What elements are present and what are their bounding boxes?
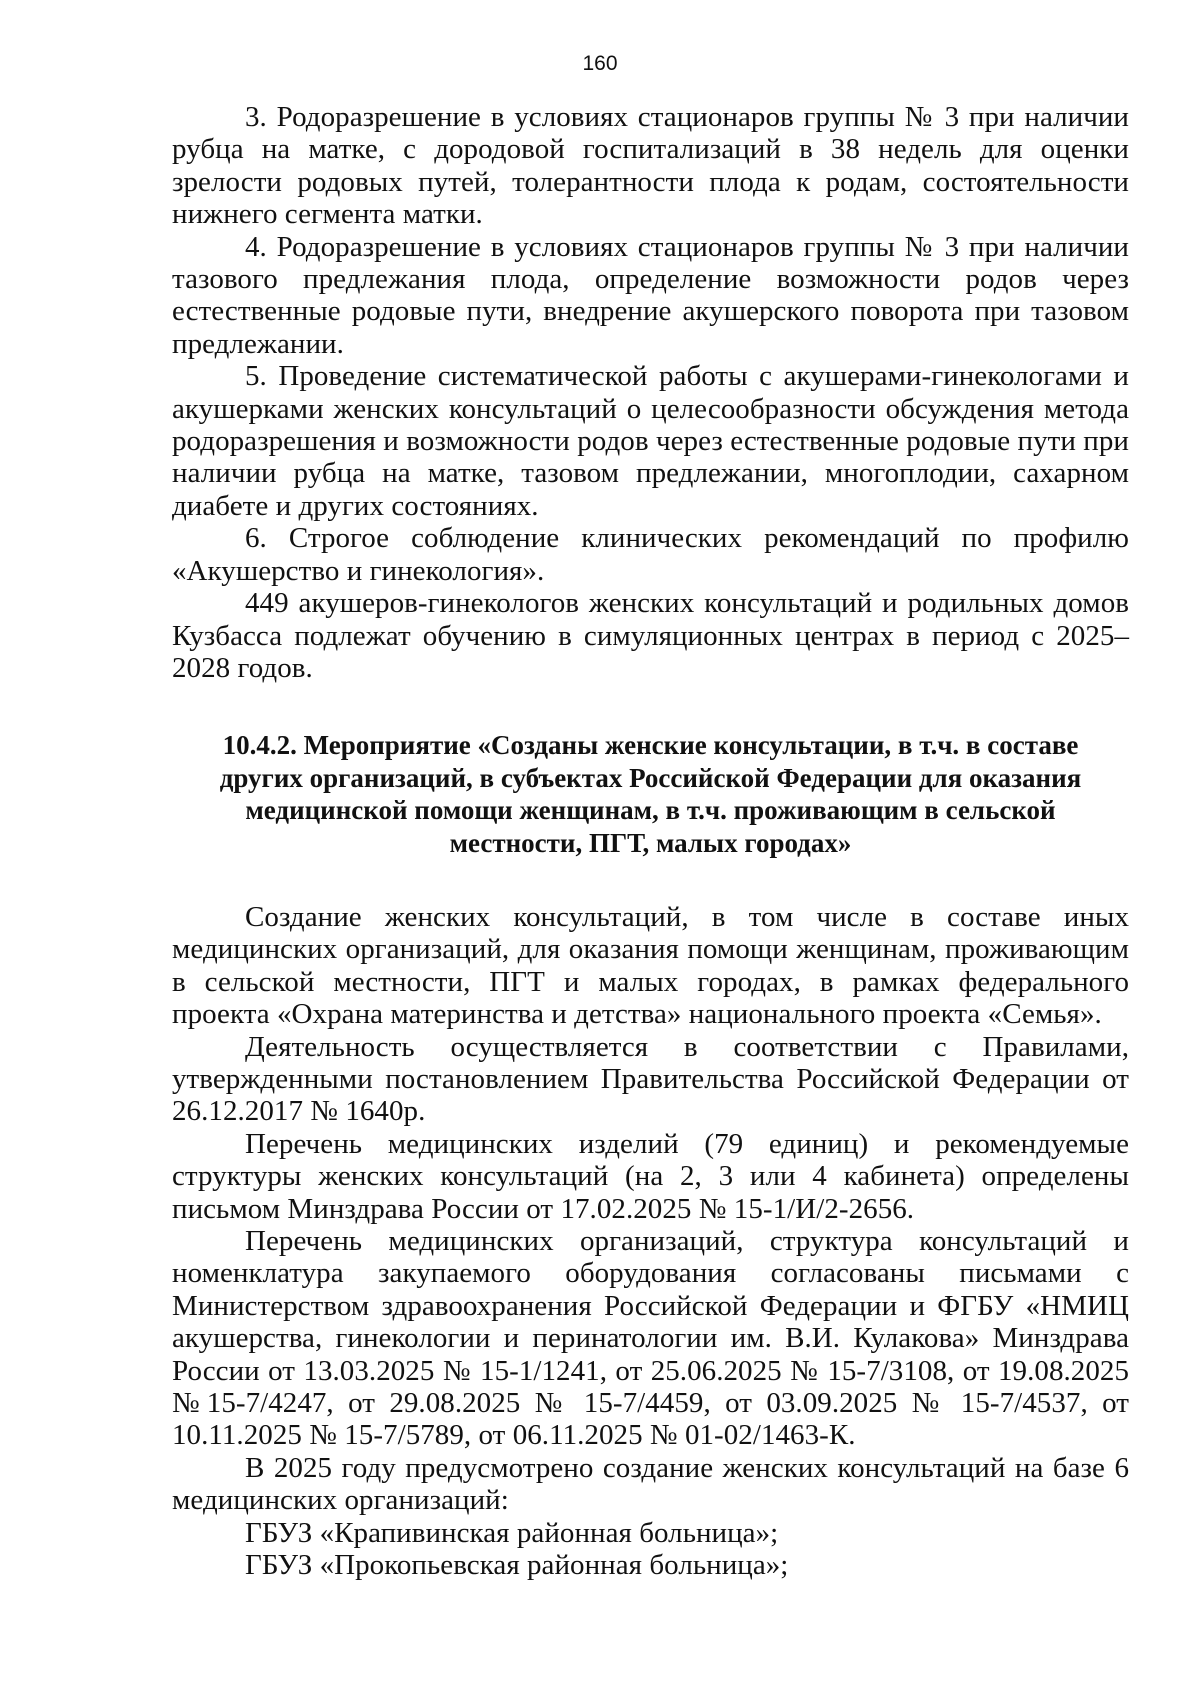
paragraph-item-4: 4. Родоразрешение в условиях стационаров группы № 3 при наличии тазового предлежания плода, определение возможности родов через естественные родовые пути, внедрение акушерского поворота при тазовом предлежании. xyxy=(172,230,1129,360)
paragraph-creation: Создание женских консультаций, в том числе в составе иных медицинских организаций, для оказания помощи женщинам, проживающим в сельской местности, ПГТ и малых городах, в рамках федерального проекта «Охрана материнства и детства» национального проекта «Семья». xyxy=(172,900,1129,1031)
paragraph-item-6: 6. Строгое соблюдение клинических рекомендаций по профилю «Акушерство и гинекология». xyxy=(172,522,1129,587)
document-body xyxy=(172,101,1129,1581)
paragraph-item-3: 3. Родоразрешение в условиях стационаров группы № 3 при наличии рубца на матке, с дородовой госпитализаций в 38 недель для оценки зрелости родовых путей, толерантности плода к родам, состоятельности нижнего сегмента матки. xyxy=(172,101,1129,231)
page-number: 160 xyxy=(582,52,618,75)
paragraph-item-5: 5. Проведение систематической работы с акушерами-гинекологами и акушерками женских консультаций о целесообразности обсуждения метода родоразрешения и возможности родов через естественные родовые пути при наличии рубца на матке, тазовом предлежании, многоплодии, сахарном диабете и других состояниях. xyxy=(172,360,1129,522)
paragraph-training: 449 акушеров-гинекологов женских консультаций и родильных домов Кузбасса подлежат обучению в симуляционных центрах в период с 2025–2028 годов. xyxy=(172,587,1129,684)
section-heading-line: 10.4.2. Мероприятие «Созданы женские консультации, в т.ч. в составе xyxy=(222,730,1079,761)
paragraph-activity: Деятельность осуществляется в соответствии с Правилами, утвержденными постановлением Правительства Российской Федерации от 26.12.2017 № 1640р. xyxy=(172,1030,1129,1128)
section-heading-line: медицинской помощи женщинам, в т.ч. проживающим в сельской xyxy=(245,795,1056,826)
paragraph-device-list: Перечень медицинских изделий (79 единиц) и рекомендуемые структуры женских консультаций (на 2, 3 или 4 кабинета) определены письмом Минздрава России от 17.02.2025 № 15-1/И/2-2656. xyxy=(172,1127,1129,1225)
section-heading-line: других организаций, в субъектах Российской Федерации для оказания xyxy=(219,762,1082,793)
paragraph-organization-list: Перечень медицинских организаций, структура консультаций и номенклатура закупаемого оборудования согласованы письмами с Министерством здравоохранения Российской Федерации и ФГБУ «НМИЦ акушерства, гинекологии и перинатологии им. В.И. Кулакова» Минздрава России от 13.03.2025 № 15-1/1241, от 25.06.2025 № 15-7/3108, от 19.08.2025 №15-7/4247, от 29.08.2025 № 15-7/4459, от 03.09.2025 № 15-7/4537, от 10.11.2025 № 15-7/5789, от 06.11.2025 № 01-02/1463-К. xyxy=(172,1225,1129,1452)
section-heading xyxy=(172,729,1129,859)
list-item-hospital: ГБУЗ «Крапивинская районная больница»; xyxy=(245,1516,779,1549)
paragraph-plan-2025: В 2025 году предусмотрено создание женских консультаций на базе 6 медицинских организаций: xyxy=(172,1451,1129,1517)
list-item-hospital: ГБУЗ «Прокопьевская районная больница»; xyxy=(245,1549,789,1582)
section-heading-line: местности, ПГТ, малых городах» xyxy=(449,827,852,858)
